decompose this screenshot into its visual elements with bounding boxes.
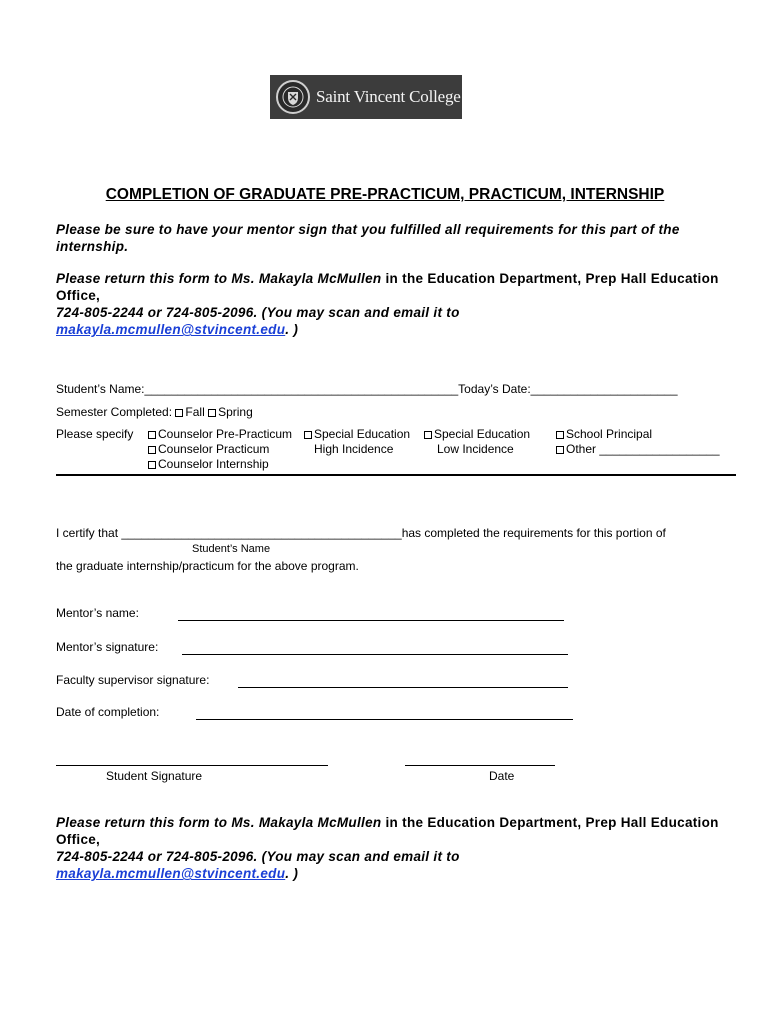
checkbox-counselor-practicum[interactable]: Counselor Practicum [148, 442, 292, 457]
return-dept: in the Education Department, Prep Hall Education Office, [56, 271, 719, 303]
student-signature-field[interactable] [56, 765, 328, 766]
email-link[interactable]: makayla.mcmullen@stvincent.edu [56, 322, 286, 337]
student-name-label: Student’s Name: [56, 382, 145, 396]
certify-lead: I certify that [56, 526, 119, 540]
high-incidence-label: High Incidence [314, 442, 394, 456]
date-field[interactable] [405, 765, 555, 766]
student-name-row [56, 382, 678, 396]
student-name-field[interactable]: _______________________________________________ [144, 382, 459, 396]
mentor-note: Please be sure to have your mentor sign that you fulfilled all requirements for this part of the internship. [56, 222, 680, 254]
other-field[interactable]: __________________ [599, 442, 720, 456]
todays-date-field[interactable]: ______________________ [530, 382, 678, 396]
return-dept: in the Education Department, Prep Hall Education Office, [56, 815, 719, 847]
return-lead: Please return this form to Ms. Makayla McMullen [56, 815, 382, 830]
checkbox-other[interactable]: Other __________________ [556, 442, 720, 457]
semester-row [56, 405, 253, 419]
checkbox-school-principal[interactable]: School Principal [556, 427, 720, 442]
checkbox-special-education-high[interactable]: Special Education [304, 427, 410, 442]
page-title: COMPLETION OF GRADUATE PRE-PRACTICUM, PRACTICUM, INTERNSHIP [105, 186, 665, 203]
specify-col-counselor [148, 427, 292, 472]
section-divider [56, 474, 736, 476]
checkbox-icon [148, 431, 156, 439]
email-link[interactable]: makayla.mcmullen@stvincent.edu [56, 866, 286, 881]
specify-col-sped-low [424, 427, 530, 457]
return-instructions-bottom [56, 814, 731, 882]
checkbox-icon [556, 431, 564, 439]
logo-text: Saint Vincent College [316, 87, 461, 106]
college-logo [270, 75, 462, 119]
return-phones: 724-805-2244 or 724-805-2096. (You may scan and email it to [56, 849, 460, 864]
college-seal-icon [276, 80, 310, 114]
checkbox-counselor-pre-practicum[interactable]: Counselor Pre-Practicum [148, 427, 292, 442]
mentor-name-label: Mentor’s name: [56, 606, 139, 620]
date-completion-field[interactable] [196, 719, 573, 720]
checkbox-icon [304, 431, 312, 439]
mentor-name-field[interactable] [178, 620, 564, 621]
checkbox-icon [148, 446, 156, 454]
faculty-signature-field[interactable] [238, 687, 568, 688]
semester-label: Semester Completed: [56, 405, 173, 419]
checkbox-icon [208, 409, 216, 417]
return-lead: Please return this form to Ms. Makayla McMullen [56, 271, 382, 286]
specify-col-sped-high [304, 427, 410, 457]
faculty-signature-label: Faculty supervisor signature: [56, 673, 210, 687]
shield-icon [282, 86, 304, 108]
return-close: . ) [285, 322, 299, 337]
date-completion-label: Date of completion: [56, 705, 160, 719]
checkbox-icon [175, 409, 183, 417]
return-instructions-top [56, 270, 731, 338]
checkbox-special-education-low[interactable]: Special Education [424, 427, 530, 442]
certify-sub-label: Student’s Name [192, 543, 271, 555]
return-close: . ) [285, 866, 299, 881]
low-incidence-label: Low Incidence [437, 442, 514, 456]
certify-student-name-field[interactable]: __________________________________________ [121, 526, 402, 540]
mentor-signature-label: Mentor’s signature: [56, 640, 159, 654]
return-phones: 724-805-2244 or 724-805-2096. (You may scan and email it to [56, 305, 460, 320]
student-signature-label: Student Signature [106, 769, 203, 783]
specify-label: Please specify [56, 427, 134, 441]
specify-col-principal [556, 427, 720, 457]
checkbox-fall[interactable]: Fall [175, 405, 204, 419]
checkbox-icon [424, 431, 432, 439]
checkbox-icon [556, 446, 564, 454]
certify-tail: has completed the requirements for this portion of [401, 526, 666, 540]
date-label: Date [489, 769, 515, 783]
mentor-signature-field[interactable] [182, 654, 568, 655]
checkbox-icon [148, 461, 156, 469]
certify-line [56, 526, 666, 540]
checkbox-counselor-internship[interactable]: Counselor Internship [148, 457, 292, 472]
certify-line-2: the graduate internship/practicum for the above program. [56, 559, 359, 573]
checkbox-spring[interactable]: Spring [208, 405, 253, 419]
todays-date-label: Today’s Date: [458, 382, 531, 396]
